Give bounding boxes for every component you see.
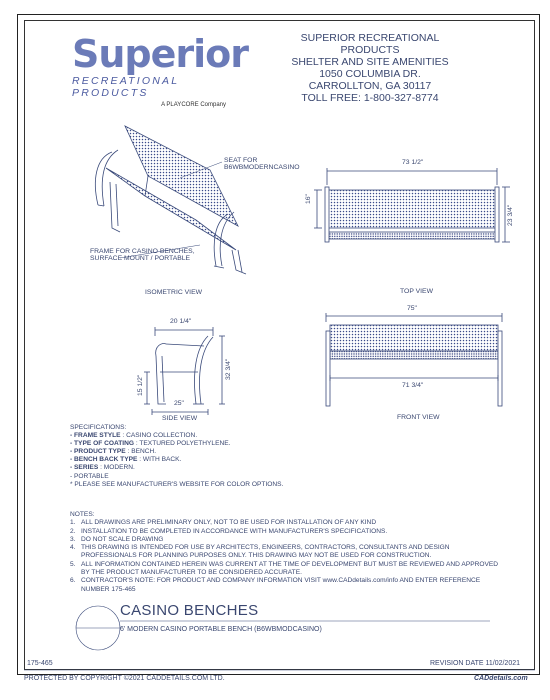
note-text: ALL INFORMATION CONTAINED HEREIN WAS CURRENT AT THE TIME OF DEVELOPMENT BUT MUST BE REVIEWED AND APPROVED BY THE PRODUCT MANUFACTURER TO BE CONSIDERED ACCURATE. xyxy=(81,560,499,577)
note-text: INSTALLATION TO BE COMPLETED IN ACCORDANCE WITH MANUFACTURER'S SPECIFICATIONS. xyxy=(81,527,388,535)
note-text: DO NOT SCALE DRAWING xyxy=(81,535,164,543)
reference-number: 175-465 xyxy=(27,660,53,667)
dim-top-length: 73 1/2" xyxy=(402,159,424,166)
dim-side-seat-height: 15 1/2" xyxy=(137,374,144,396)
seat-callout xyxy=(224,157,300,171)
front-seat xyxy=(330,351,498,359)
notes-heading: NOTES: xyxy=(70,511,95,518)
dim-top-depth: 16" xyxy=(305,194,312,204)
dim-side-height: 32 3/4" xyxy=(225,358,232,380)
note-item xyxy=(70,577,500,594)
note-text: ALL DRAWINGS ARE PRELIMINARY ONLY, NOT TO BE USED FOR INSTALLATION OF ANY KIND xyxy=(81,519,377,527)
front-right-leg xyxy=(498,331,502,406)
copyright-notice: PROTECTED BY COPYRIGHT ©2021 CADDETAILS.COM LTD. xyxy=(24,675,225,682)
front-left-leg xyxy=(326,331,330,406)
spec-row xyxy=(70,432,510,440)
note-text: THIS DRAWING IS INTENDED FOR USE BY ARCHITECTS, ENGINEERS, CONTRACTORS, CONSULTANTS AND DESIGN PROFESSIONALS FOR PLANNING PURPOSES ONLY. THIS DRAWING MAY NOT BE USED FOR CONSTRUCTION. xyxy=(81,544,450,560)
top-left-arm xyxy=(325,187,329,242)
note-item xyxy=(70,519,500,527)
note-item xyxy=(70,561,500,578)
specifications xyxy=(70,424,510,489)
note-item xyxy=(70,528,500,536)
top-right-arm xyxy=(495,187,499,242)
logo-parent: A PLAYCORE Company xyxy=(161,102,226,108)
top-view-drawing xyxy=(314,168,510,242)
iso-left-leg xyxy=(110,182,120,232)
iso-left-arm xyxy=(95,152,112,205)
spec-value: : BENCH. xyxy=(127,448,157,456)
dim-side-base: 25" xyxy=(174,400,184,407)
spec-value: : MODERN. xyxy=(100,464,135,472)
company-line: TOLL FREE: 1-800-327-8774 xyxy=(301,92,439,104)
note-item xyxy=(70,536,500,544)
spec-key: - FRAME STYLE xyxy=(70,432,121,440)
logo-name: Superior xyxy=(72,32,249,76)
spec-value: - PORTABLE xyxy=(70,472,109,480)
dim-top-overall-depth: 23 3/4" xyxy=(507,204,514,226)
top-seat xyxy=(327,190,497,228)
side-view-label: SIDE VIEW xyxy=(162,415,198,422)
note-number: 2. xyxy=(70,527,76,535)
spec-value: : WITH BACK. xyxy=(139,456,182,464)
top-view-label: TOP VIEW xyxy=(400,288,433,295)
front-backrest xyxy=(330,325,498,351)
logo-subname: RECREATIONAL PRODUCTS xyxy=(72,75,180,99)
revision-date: REVISION DATE 11/02/2021 xyxy=(430,660,521,667)
spec-key: - TYPE OF COATING xyxy=(70,440,134,448)
spec-row xyxy=(70,440,510,448)
dim-side-depth: 20 1/4" xyxy=(170,318,192,325)
seat-callout-line: B6WBMODERNCASINO xyxy=(224,164,300,171)
note-number: 6. xyxy=(70,577,76,585)
side-view-drawing xyxy=(144,327,225,415)
frame-callout xyxy=(90,248,195,262)
company-line: SUPERIOR RECREATIONAL PRODUCTS xyxy=(300,32,440,56)
spec-key: - SERIES xyxy=(70,464,99,472)
drawing-title: CASINO BENCHES xyxy=(120,602,259,619)
spec-row xyxy=(70,473,510,481)
front-view-drawing xyxy=(326,313,502,406)
note-number: 3. xyxy=(70,535,76,543)
note-item xyxy=(70,544,500,561)
company-line: SHELTER AND SITE AMENITIES xyxy=(291,56,449,68)
isometric-view-label: ISOMETRIC VIEW xyxy=(145,289,203,296)
side-front-leg xyxy=(156,356,166,404)
caddetails-brand: CADdetails.com xyxy=(474,675,528,682)
note-number: 4. xyxy=(70,544,76,552)
iso-backrest xyxy=(125,126,238,226)
spec-value: : CASINO COLLECTION. xyxy=(122,432,198,440)
frame-callout-line: SURFACE MOUNT / PORTABLE xyxy=(90,255,191,262)
notes xyxy=(70,511,500,594)
note-number: 1. xyxy=(70,519,76,527)
specs-footnote: * PLEASE SEE MANUFACTURER'S WEBSITE FOR COLOR OPTIONS. xyxy=(70,480,284,488)
dim-front-inner: 71 3/4" xyxy=(402,382,424,389)
note-number: 5. xyxy=(70,560,76,568)
front-view-label: FRONT VIEW xyxy=(397,414,440,421)
top-backrest xyxy=(327,232,497,239)
spec-value: : TEXTURED POLYETHYLENE. xyxy=(135,440,231,448)
spec-key: - PRODUCT TYPE xyxy=(70,448,126,456)
specs-heading: SPECIFICATIONS: xyxy=(70,424,127,431)
dim-front-length: 75" xyxy=(407,305,417,312)
spec-row xyxy=(70,448,510,456)
spec-row xyxy=(70,456,510,464)
side-arm xyxy=(156,344,166,357)
spec-key: - BENCH BACK TYPE xyxy=(70,456,138,464)
company-line: 1050 COLUMBIA DR. xyxy=(319,68,421,80)
company-line: CARROLLTON, GA 30117 xyxy=(308,80,432,92)
note-text: CONTRACTOR'S NOTE: FOR PRODUCT AND COMPANY INFORMATION VISIT www.CADdetails.com/info AND ENTER REFERENCE NUMBER 175-465 xyxy=(81,577,481,593)
frame-callout-line: FRAME FOR CASINO BENCHES, xyxy=(90,248,195,255)
drawing-subtitle: 6' MODERN CASINO PORTABLE BENCH (B6WBMODCASINO) xyxy=(120,626,322,633)
seat-callout-line: SEAT FOR xyxy=(224,157,258,164)
spec-row xyxy=(70,464,510,472)
